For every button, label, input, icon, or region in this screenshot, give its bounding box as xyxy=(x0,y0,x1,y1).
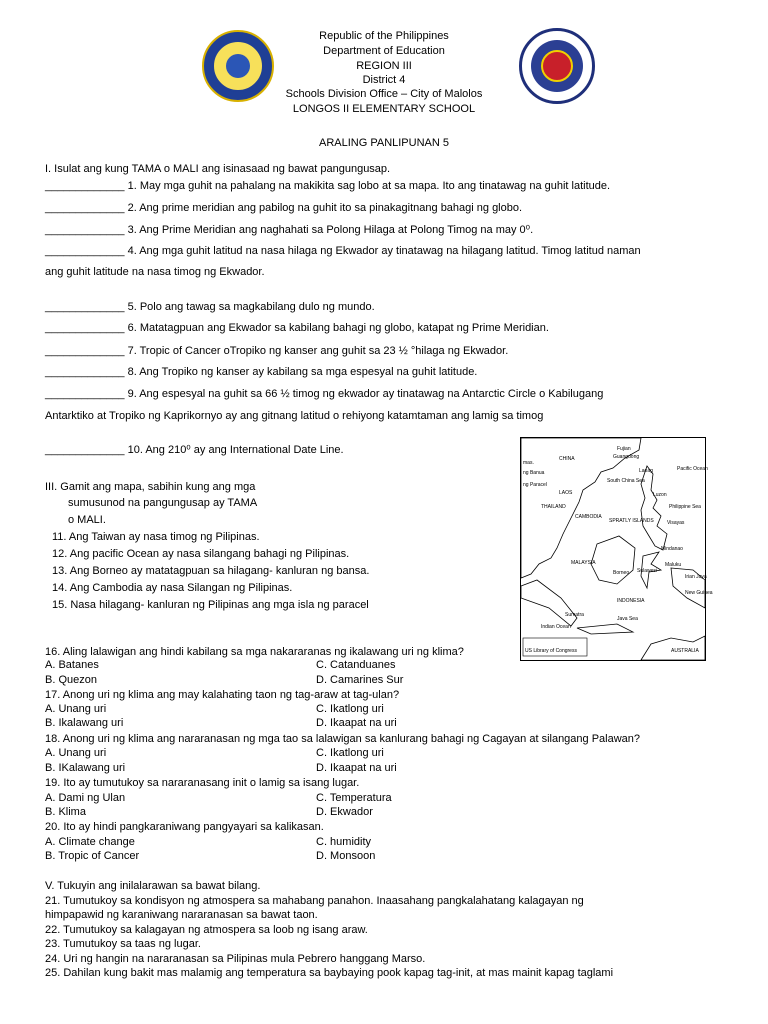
choice: A. Batanes xyxy=(45,659,99,671)
part3-instruction: o MALI. xyxy=(68,514,106,526)
map-label: Fujian xyxy=(617,446,631,452)
choice: B. Tropic of Cancer xyxy=(45,850,140,862)
part3-item: 13. Ang Borneo ay matatagpuan sa hilagang- kanluran ng bansa. xyxy=(52,565,370,577)
map-label: Sulawesi xyxy=(637,568,658,574)
map-label: THAILAND xyxy=(541,504,566,510)
part3-instruction: sumusunod na pangungusap ay TAMA xyxy=(68,497,258,509)
part1-item: _____________ 6. Matatagpuan ang Ekwador sa kabilang bahagi ng globo, katapat ng Prime Meridian. xyxy=(45,322,549,334)
part3-item: 15. Nasa hilagang- kanluran ng Pilipinas ang mga isla ng paracel xyxy=(52,599,369,611)
map-label: ng Banua xyxy=(523,470,545,476)
map-label: Philippine Sea xyxy=(669,504,701,510)
choice: A. Unang uri xyxy=(45,747,107,759)
map-label: CAMBODIA xyxy=(575,514,602,520)
part1-item: _____________ 4. Ang mga guhit latitud na nasa hilaga ng Ekwador ay tinatawag na hilagang latitud. Timog latitud naman xyxy=(45,245,641,257)
map-label: MALAYSIA xyxy=(571,560,596,566)
question-stem: 20. Ito ay hindi pangkaraniwang pangyayari sa kalikasan. xyxy=(45,821,324,833)
part1-instruction: I. Isulat ang kung TAMA o MALI ang isinasaad ng bawat pangungusap. xyxy=(45,163,391,175)
map-label: Pacific Ocean xyxy=(677,466,708,472)
subject-title: ARALING PANLIPUNAN 5 xyxy=(318,137,449,149)
choice: C. Temperatura xyxy=(316,792,392,804)
choice: A. Dami ng Ulan xyxy=(45,792,126,804)
header-district: District 4 xyxy=(362,74,406,86)
choice: C. Ikatlong uri xyxy=(316,747,384,759)
choice: A. Climate change xyxy=(45,836,135,848)
choice: B. Quezon xyxy=(45,674,97,686)
map-label: SPRATLY ISLANDS xyxy=(609,518,654,524)
part1-item: _____________ 1. May mga guhit na pahalang na makikita sag lobo at sa mapa. Ito ang tinatawag na guhit latitude. xyxy=(45,180,611,192)
part5-instruction: V. Tukuyin ang inilalarawan sa bawat bilang. xyxy=(45,880,261,892)
map-label: Mindanao xyxy=(661,546,683,552)
header-region: REGION III xyxy=(356,60,412,72)
part3-item: 12. Ang pacific Ocean ay nasa silangang bahagi ng Pilipinas. xyxy=(52,548,350,560)
question-stem: 19. Ito ay tumutukoy sa nararanasang init o lamig sa isang lugar. xyxy=(45,777,360,789)
choice: A. Unang uri xyxy=(45,703,107,715)
header-division: Schools Division Office – City of Malolos xyxy=(285,88,483,100)
part1-item: _____________ 8. Ang Tropiko ng kanser ay kabilang sa mga espesyal na guhit latitude. xyxy=(45,366,478,378)
part5-item: 24. Uri ng hangin na nararanasan sa Pilipinas mula Pebrero hanggang Marso. xyxy=(45,953,426,965)
map-label: AUSTRALIA xyxy=(671,648,699,654)
part5-item: 22. Tumutukoy sa kalagayan ng atmospera sa loob ng isang araw. xyxy=(45,924,368,936)
part1-item: _____________ 2. Ang prime meridian ang pabilog na guhit ito sa pinakagitnang bahagi ng globo. xyxy=(45,202,523,214)
choice: C. humidity xyxy=(316,836,372,848)
part1-item: _____________ 5. Polo ang tawag sa magkabilang dulo ng mundo. xyxy=(45,301,375,313)
part1-item: _____________ 7. Tropic of Cancer oTropiko ng kanser ang guhit sa 23 ½ °hilaga ng Ekwador. xyxy=(45,345,509,357)
map-label: Visayas xyxy=(667,520,685,526)
map-label: mas. xyxy=(523,460,534,466)
map-label: Maluku xyxy=(665,562,682,568)
part1-item: _____________ 9. Ang espesyal na guhit sa 66 ½ timog ng ekwador ay tinatawag na Antarctic Circle o Kabilugang xyxy=(45,388,604,400)
map-label: Irian Jaya xyxy=(685,574,707,580)
map-label: Guangdong xyxy=(613,454,640,460)
part3-instruction: III. Gamit ang mapa, sabihin kung ang mga xyxy=(45,481,256,493)
part3-item: 11. Ang Taiwan ay nasa timog ng Pilipinas. xyxy=(52,531,260,543)
choice: B. Klima xyxy=(45,806,86,818)
part5-item: 23. Tumutukoy sa taas ng lugar. xyxy=(45,938,201,950)
question-stem: 18. Anong uri ng klima ang nararanasan ng mga tao sa lalawigan sa kanlurang bahagi ng Cagayan at silangang Palawan? xyxy=(45,733,641,745)
part5-item-continuation: himpapawid ng karaniwang nararanasan sa bawat taon. xyxy=(45,909,318,921)
question-stem: 17. Anong uri ng klima ang may kalahating taon ng tag-araw at tag-ulan? xyxy=(45,689,400,701)
map-label: New Guinea xyxy=(685,590,713,596)
part5-item: 21. Tumutukoy sa kondisyon ng atmospera sa mahabang panahon. Inaasahang pangkalahatang kalagayan ng xyxy=(45,895,584,907)
map-label: Laoag xyxy=(639,468,653,474)
choice: B. IKalawang uri xyxy=(45,762,126,774)
header-department: Department of Education xyxy=(323,45,445,57)
map-label: ng Paracel xyxy=(523,482,547,488)
part1-item: _____________ 3. Ang Prime Meridian ang naghahati sa Polong Hilaga at Polong Timog na may 0⁰. xyxy=(45,224,534,236)
choice: D. Ikaapat na uri xyxy=(316,762,397,774)
choice: D. Camarines Sur xyxy=(316,674,404,686)
map-label: Indian Ocean xyxy=(541,624,571,630)
map-label: Sumatra xyxy=(565,612,584,618)
question-stem: 16. Aling lalawigan ang hindi kabilang sa mga nakararanas ng ikalawang uri ng klima? xyxy=(45,646,464,658)
choice: B. Ikalawang uri xyxy=(45,717,124,729)
part1-item-continuation: Antarktiko at Tropiko ng Kaprikornyo ay ang gitnang latitud o rehiyong katamtaman ang lamig sa timog xyxy=(45,410,544,422)
southeast-asia-map xyxy=(520,437,713,661)
choice: D. Ikaapat na uri xyxy=(316,717,397,729)
map-label: Borneo xyxy=(613,570,630,576)
map-label: INDONESIA xyxy=(617,598,645,604)
map-credit: US Library of Congress xyxy=(525,648,577,654)
part1-item: _____________ 10. Ang 210⁰ ay ang International Date Line. xyxy=(45,444,344,456)
header-republic: Republic of the Philippines xyxy=(319,30,449,42)
map-label: LAOS xyxy=(559,490,573,496)
map-label: Java Sea xyxy=(617,616,638,622)
choice: D. Monsoon xyxy=(316,850,376,862)
part5-item: 25. Dahilan kung bakit mas malamig ang temperatura sa baybaying pook kapag tag-init, at mas mainit kapag taglami xyxy=(45,967,614,979)
map-label: South China Sea xyxy=(607,478,645,484)
map-label: Luzon xyxy=(653,492,667,498)
part3-item: 14. Ang Cambodia ay nasa Silangan ng Pilipinas. xyxy=(52,582,293,594)
choice: D. Ekwador xyxy=(316,806,373,818)
header-school: LONGOS II ELEMENTARY SCHOOL xyxy=(292,103,476,115)
part1-item-continuation: ang guhit latitude na nasa timog ng Ekwador. xyxy=(45,266,265,278)
choice: C. Ikatlong uri xyxy=(316,703,384,715)
choice: C. Catanduanes xyxy=(316,659,396,671)
map-label: CHINA xyxy=(559,456,575,462)
